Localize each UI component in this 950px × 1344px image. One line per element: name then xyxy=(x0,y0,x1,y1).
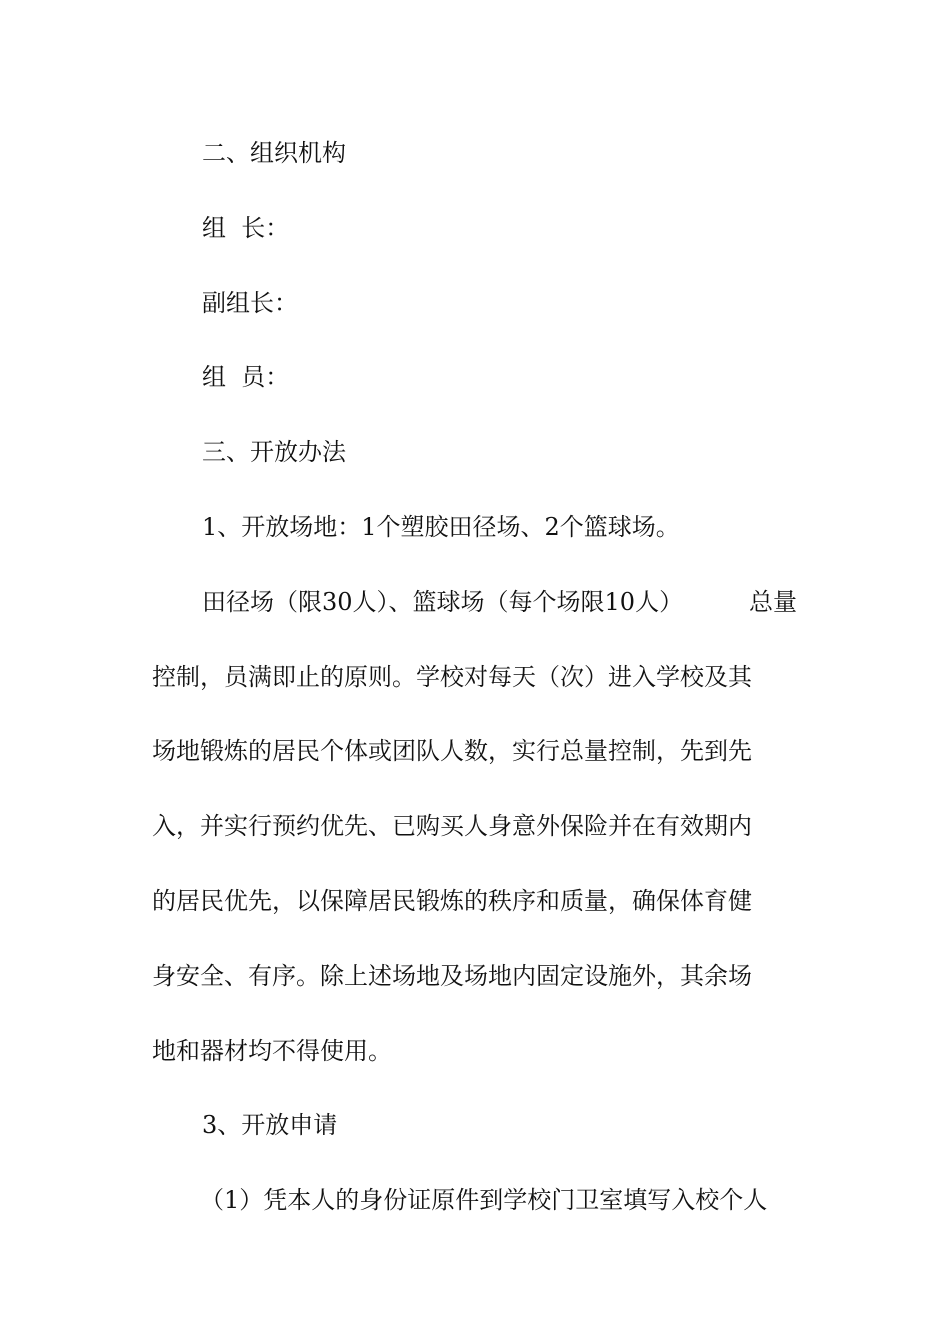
deputy-leader-line: 副组长： xyxy=(202,288,298,317)
venue-item: 1、开放场地：1个塑胶田径场、2个篮球场。 xyxy=(202,512,680,541)
paragraph-line: 的居民优先，以保障居民锻炼的秩序和质量，确保体育健 xyxy=(152,886,752,915)
paragraph-line: 入，并实行预约优先、已购买人身意外保险并在有效期内 xyxy=(152,812,752,841)
capacity-text-end: 总量 xyxy=(749,587,797,616)
application-item-1: （1）凭本人的身份证原件到学校门卫室填写入校个人 xyxy=(200,1186,768,1215)
leader-line: 组 长： xyxy=(202,213,290,242)
paragraph-line: 控制，员满即止的原则。学校对每天（次）进入学校及其 xyxy=(152,662,752,691)
paragraph-line: 地和器材均不得使用。 xyxy=(152,1036,392,1065)
capacity-text: 田径场（限30人）、篮球场（每个场限10人） xyxy=(202,587,684,616)
section-heading-organization: 二、组织机构 xyxy=(202,139,346,167)
capacity-line xyxy=(152,577,797,652)
members-line: 组 员： xyxy=(202,363,290,392)
paragraph-line: 场地锻炼的居民个体或团队人数，实行总量控制，先到先 xyxy=(152,737,752,766)
document-body xyxy=(152,128,802,1250)
section-heading-open-method: 三、开放办法 xyxy=(202,438,346,467)
section-heading-application: 3、开放申请 xyxy=(202,1111,338,1140)
paragraph-line: 身安全、有序。除上述场地及场地内固定设施外，其余场 xyxy=(152,961,752,990)
